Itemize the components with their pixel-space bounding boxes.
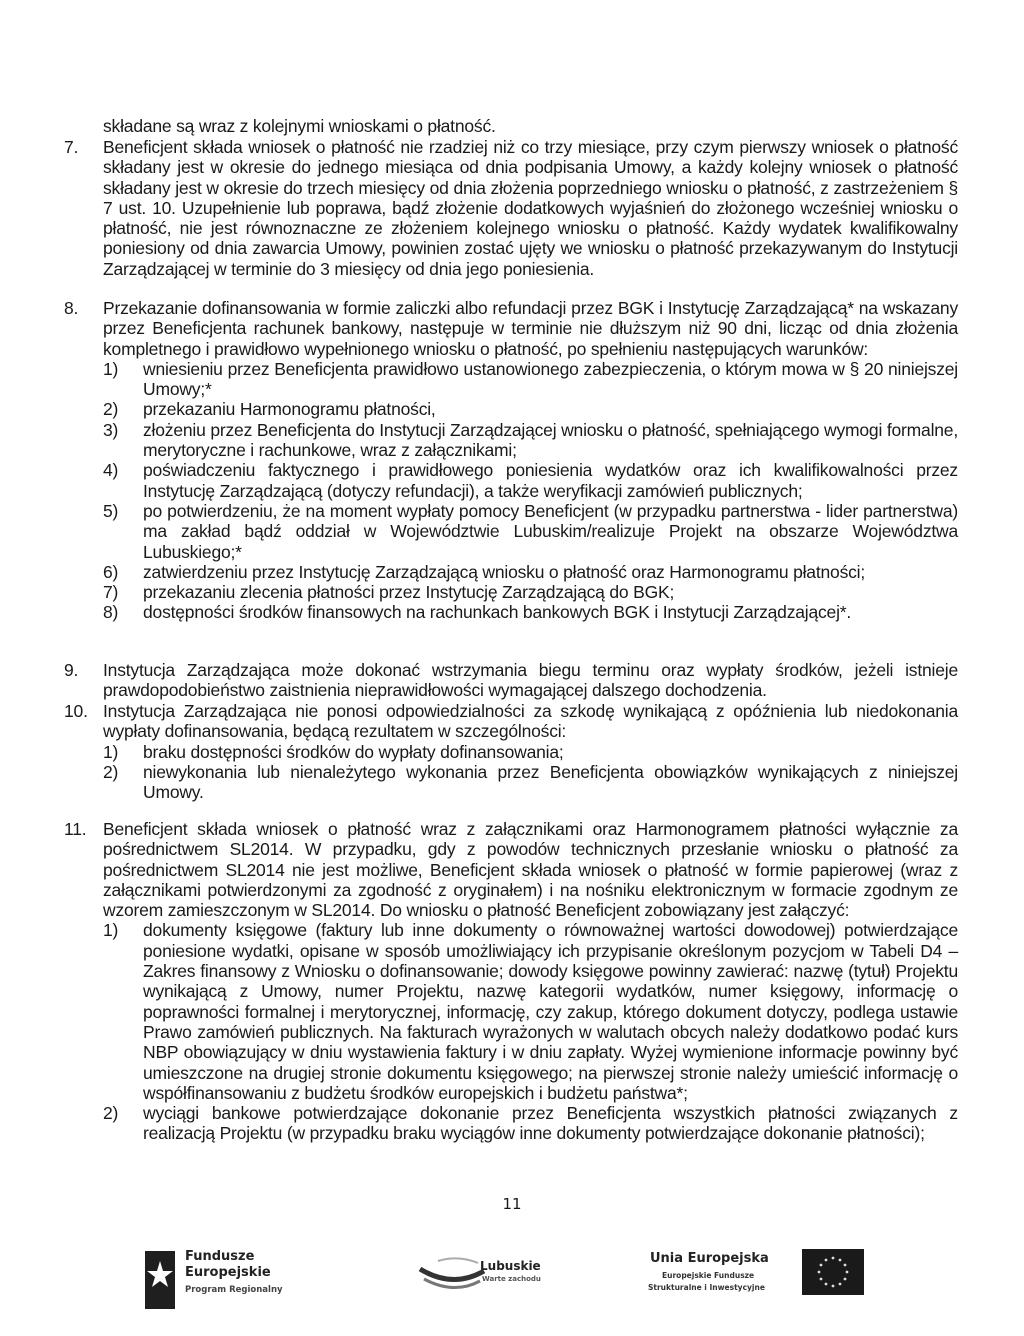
item-text: Instytucja Zarządzająca nie ponosi odpowiedzialności za szkodę wynikającą z opóźnienia lub niedokonania wypłaty dofinansowania, będącą rezultatem w szczególności: <box>103 701 958 742</box>
sub-item-text: poświadczeniu faktycznego i prawidłowego poniesienia wydatków oraz ich kwalifikowalności przez Instytucję Zarządzającą (dotyczy refundacji), a także weryfikacji zamówień publicznych; <box>143 460 958 501</box>
lubuskie-line1: Lubuskie <box>480 1259 541 1273</box>
item-text: Przekazanie dofinansowania w formie zaliczki albo refundacji przez BGK i Instytucję Zarządzającą* na wskazany przez Beneficjenta rachunek bankowy, następuje w terminie nie dłuższym niż 90 dni, licząc od dnia złożenia kompletnego i prawidłowo wypełnionego wniosku o płatność, po spełnieniu następujących warunków: <box>103 298 958 359</box>
sub-item-number: 2) <box>103 1103 119 1124</box>
sub-item-8-7 <box>103 582 958 602</box>
footer-logos <box>0 1235 1024 1335</box>
lubuskie-line2: Warte zachodu <box>482 1275 541 1283</box>
sub-item-8-2 <box>103 399 958 419</box>
list-item-7 <box>64 137 958 279</box>
sub-item-8-3 <box>103 420 958 461</box>
eu-flag-icon <box>802 1249 864 1295</box>
item-number: 8. <box>64 298 79 318</box>
sub-item-11-1 <box>103 920 958 1103</box>
item-number: 7. <box>64 137 79 157</box>
fe-line2: Europejskie <box>185 1265 271 1280</box>
lubuskie-swoosh-icon <box>418 1255 488 1295</box>
sub-item-8-6 <box>103 562 958 582</box>
sub-item-8-8 <box>103 602 958 622</box>
ue-line2: Europejskie Fundusze <box>662 1271 755 1280</box>
sub-item-number: 6) <box>103 561 119 582</box>
item-text: Beneficjent składa wniosek o płatność nie rzadziej niż co trzy miesiące, przy czym pierwszy wniosek o płatność składany jest w okresie do jednego miesiąca od dnia podpisania Umowy, a każdy kolejny wniosek o płatność składany jest w okresie do trzech miesięcy od dnia złożenia poprzedniego wniosku o płatność, z zastrzeżeniem § 7 ust. 10. Uzupełnienie lub poprawa, bądź złożenie dodatkowych wyjaśnień do złożonego wcześniej wniosku o płatność, nie jest równoznaczne ze złożeniem kolejnego wniosku o płatność. Każdy wydatek kwalifikowalny poniesiony od dnia zawarcia Umowy, powinien zostać ujęty we wniosku o płatność przekazywanym do Instytucji Zarządzającej w terminie do 3 miesięcy od dnia jego poniesienia. <box>103 137 958 279</box>
sub-item-text: po potwierdzeniu, że na moment wypłaty pomocy Beneficjent (w przypadku partnerstwa - lider partnerstwa) ma zakład bądź oddział w Województwie Lubuskim/realizuje Projekt na obszarze Województwa Lubuskiego;* <box>143 500 958 562</box>
sub-item-text: wniesieniu przez Beneficjenta prawidłowo ustanowionego zabezpieczenia, o którym mowa w § 20 niniejszej Umowy;* <box>143 358 958 400</box>
item-text: Instytucja Zarządzająca może dokonać wstrzymania biegu terminu oraz wypłaty środków, jeżeli istnieje prawdopodobieństwo zaistnienia nieprawidłowości wymagającej dalszego dochodzenia. <box>103 660 958 701</box>
item-number: 10. <box>64 701 88 721</box>
lubuskie-logo <box>418 1249 578 1309</box>
ue-line1: Unia Europejska <box>650 1251 769 1266</box>
sub-item-number: 1) <box>103 920 119 941</box>
lead-line: składane są wraz z kolejnymi wnioskami o płatność. <box>103 116 496 136</box>
fe-star-icon <box>143 1247 179 1313</box>
sub-item-text: przekazaniu zlecenia płatności przez Instytucję Zarządzającą do BGK; <box>143 582 675 603</box>
ue-line3: Strukturalne i Inwestycyjne <box>648 1283 765 1292</box>
sub-item-text: braku dostępności środków do wypłaty dofinansowania; <box>143 741 564 762</box>
sub-item-text: złożeniu przez Beneficjenta do Instytucji Zarządzającej wniosku o płatność, spełniającego wymogi formalne, merytoryczne i rachunkowe, wraz z załącznikami; <box>143 419 958 461</box>
sub-item-number: 7) <box>103 582 119 603</box>
sub-item-number: 5) <box>103 500 119 521</box>
sub-item-text: dostępności środków finansowych na rachunkach bankowych BGK i Instytucji Zarządzającej*. <box>143 602 852 623</box>
list-item-8 <box>64 298 958 623</box>
sub-item-text: wyciągi bankowe potwierdzające dokonanie przez Beneficjenta wszystkich płatności związanych z realizacją Projektu (w przypadku braku wyciągów inne dokumenty potwierdzające dokonanie płatności); <box>143 1103 958 1144</box>
list-item-10 <box>64 701 958 802</box>
sub-item-8-1 <box>103 359 958 400</box>
sub-item-number: 1) <box>103 358 119 379</box>
sub-item-10-1 <box>103 742 958 762</box>
sub-item-8-5 <box>103 501 958 562</box>
list-item-9 <box>64 660 958 701</box>
list-item-11 <box>64 819 958 1144</box>
page-number: 11 <box>502 1195 522 1213</box>
item-number: 11. <box>64 819 87 839</box>
item-text: Beneficjent składa wniosek o płatność wraz z załącznikami oraz Harmonogramem płatności wyłącznie za pośrednictwem SL2014. W przypadku, gdy z powodów technicznych przesłanie wniosku o płatność za pośrednictwem SL2014 nie jest możliwe, Beneficjent składa wniosek o płatność w formie papierowej (wraz z załącznikami potwierdzonymi za zgodność z oryginałem) i na nośniku elektronicznym w formacie zgodnym ze wzorem zamieszczonym w SL2014. Do wniosku o płatność Beneficjent zobowiązany jest załączyć: <box>103 819 958 921</box>
sub-item-8-4 <box>103 460 958 501</box>
sub-item-number: 1) <box>103 741 119 762</box>
sub-item-number: 3) <box>103 419 119 440</box>
sub-item-10-2 <box>103 762 958 803</box>
fundusze-europejskie-logo <box>143 1247 313 1317</box>
sub-item-text: przekazaniu Harmonogramu płatności, <box>143 399 436 420</box>
fe-line1: Fundusze <box>185 1249 255 1264</box>
sub-item-text: zatwierdzeniu przez Instytucję Zarządzającą wniosku o płatność oraz Harmonogramu płatności; <box>143 561 866 582</box>
sub-item-number: 8) <box>103 602 119 623</box>
sub-item-number: 4) <box>103 460 119 481</box>
sub-item-number: 2) <box>103 399 119 420</box>
sub-item-text: dokumenty księgowe (faktury lub inne dokumenty o równoważnej wartości dowodowej) potwierdzające poniesione wydatki, opisane w sposób umożliwiający ich przypisanie określonym pozycjom w Tabeli D4 – Zakres finansowy z Wniosku o dofinansowanie; dowody księgowe powinny zawierać: nazwę (tytuł) Projektu wynikającą z Umowy, numer Projektu, nazwę kategorii wydatków, numer księgowy, informację o poprawności formalnej i merytorycznej, informację, czy zakup, którego dokument dotyczy, podlega ustawie Prawo zamówień publicznych. Na fakturach wyrażonych w walutach obcych należy dodatkowo podać kurs NBP obowiązujący w dniu wystawienia faktury i w dniu zapłaty. Wyżej wymienione informacje powinny być umieszczone na drugiej stronie dokumentu księgowego; na pierwszej stronie należy umieścić informację o współfinansowaniu z budżetu środków europejskich i budżetu państwa*; <box>143 920 958 1103</box>
unia-europejska-logo <box>648 1247 868 1317</box>
sub-item-number: 2) <box>103 761 119 782</box>
fe-line3: Program Regionalny <box>185 1285 283 1295</box>
item-number: 9. <box>64 660 79 680</box>
sub-item-text: niewykonania lub nienależytego wykonania przez Beneficjenta obowiązków wynikających z niniejszej Umowy. <box>143 761 958 803</box>
sub-item-11-2 <box>103 1103 958 1144</box>
